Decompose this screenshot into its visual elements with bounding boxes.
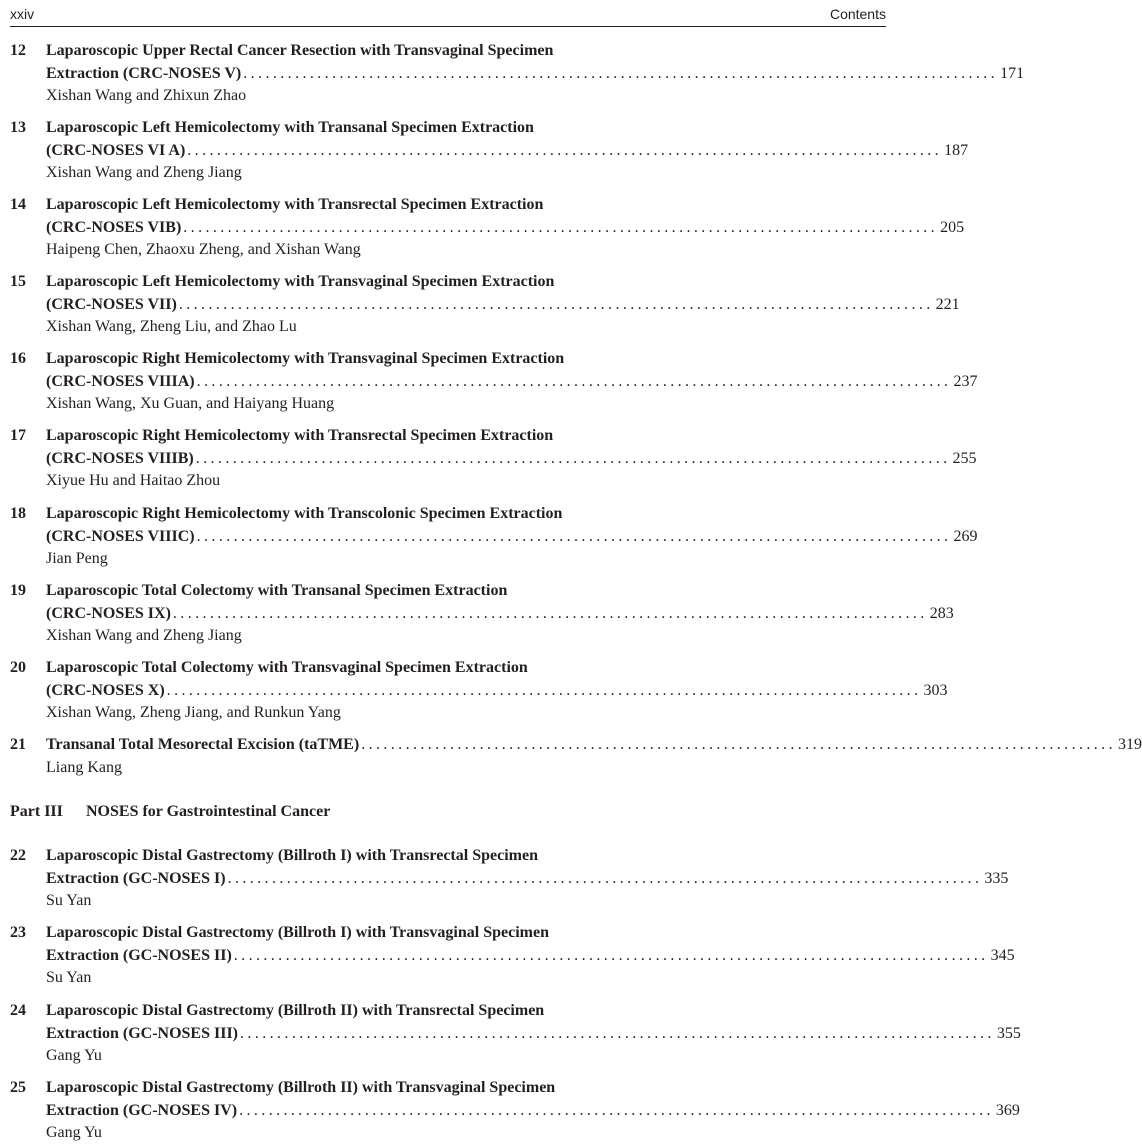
- leader-dots: ......................................................................................................: [183, 218, 939, 236]
- chapter-title: Laparoscopic Upper Rectal Cancer Resection with Transvaginal Specimen: [46, 42, 554, 59]
- page-number: 269: [953, 527, 978, 545]
- chapter-authors: Xishan Wang, Xu Guan, and Haiyang Huang: [46, 395, 335, 412]
- part-heading: [10, 801, 330, 824]
- leader-dots: ......................................................................................................: [195, 449, 951, 467]
- toc-entry-16[interactable]: [10, 348, 978, 416]
- page-number: 237: [953, 372, 978, 390]
- toc-entry-20[interactable]: [10, 657, 948, 725]
- leader-dots: ......................................................................................................: [172, 604, 928, 622]
- page-number: 369: [995, 1101, 1020, 1119]
- chapter-authors: Gang Yu: [46, 1124, 102, 1141]
- chapter-title-cont: (CRC-NOSES X): [46, 681, 165, 699]
- chapter-number: 25: [10, 1079, 26, 1096]
- page-number: 345: [990, 946, 1015, 964]
- chapter-authors: Haipeng Chen, Zhaoxu Zheng, and Xishan Wang: [46, 241, 361, 258]
- page-number: 171: [1000, 64, 1025, 82]
- chapter-number: 16: [10, 350, 26, 367]
- chapter-number: 14: [10, 196, 26, 213]
- chapter-title-cont: (CRC-NOSES VI A): [46, 141, 186, 159]
- chapter-number: 24: [10, 1002, 26, 1019]
- chapter-number: 13: [10, 119, 26, 136]
- chapter-title: Laparoscopic Right Hemicolectomy with Transcolonic Specimen Extraction: [46, 505, 563, 522]
- chapter-title-cont: (CRC-NOSES VIB): [46, 218, 182, 236]
- chapter-title: Laparoscopic Distal Gastrectomy (Billroth I) with Transvaginal Specimen: [46, 924, 549, 941]
- chapter-title: Laparoscopic Right Hemicolectomy with Transvaginal Specimen Extraction: [46, 350, 565, 367]
- leader-dots: ......................................................................................................: [178, 295, 934, 313]
- leader-dots: ......................................................................................................: [233, 946, 989, 964]
- chapter-title: Laparoscopic Left Hemicolectomy with Transvaginal Specimen Extraction: [46, 273, 555, 290]
- toc-entry-18[interactable]: [10, 503, 978, 571]
- toc-entry-17[interactable]: [10, 425, 977, 493]
- chapter-number: 22: [10, 847, 26, 864]
- leader-dots: ......................................................................................................: [187, 141, 943, 159]
- chapter-number: 23: [10, 924, 26, 941]
- toc-entry-21[interactable]: [10, 734, 1142, 779]
- toc-entry-25[interactable]: [10, 1077, 1020, 1145]
- chapter-title-cont: (CRC-NOSES VII): [46, 295, 177, 313]
- chapter-authors: Xishan Wang and Zheng Jiang: [46, 627, 242, 644]
- chapter-title-cont: (CRC-NOSES IX): [46, 604, 171, 622]
- chapter-number: 20: [10, 659, 26, 676]
- chapter-authors: Gang Yu: [46, 1047, 102, 1064]
- chapter-authors: Xishan Wang and Zheng Jiang: [46, 164, 242, 181]
- page-number: 205: [940, 218, 965, 236]
- part-label: Part III: [10, 803, 63, 820]
- leader-dots: ......................................................................................................: [227, 869, 983, 887]
- chapter-title: Transanal Total Mesorectal Excision (taTME): [46, 736, 360, 753]
- toc-entry-15[interactable]: [10, 271, 960, 339]
- page-number: 221: [935, 295, 960, 313]
- leader-dots: ......................................................................................................: [243, 64, 999, 82]
- chapter-title: Laparoscopic Total Colectomy with Transvaginal Specimen Extraction: [46, 659, 528, 676]
- chapter-number: 15: [10, 273, 26, 290]
- toc-entry-14[interactable]: [10, 194, 965, 262]
- chapter-title: Laparoscopic Total Colectomy with Transanal Specimen Extraction: [46, 582, 508, 599]
- toc-entry-13[interactable]: [10, 117, 969, 185]
- chapter-title: Laparoscopic Distal Gastrectomy (Billroth II) with Transvaginal Specimen: [46, 1079, 556, 1096]
- chapter-number: 18: [10, 505, 26, 522]
- page-number: 303: [923, 681, 948, 699]
- page-number-label: xxiv: [10, 6, 35, 22]
- chapter-number: 19: [10, 582, 26, 599]
- chapter-authors: Xishan Wang, Zheng Jiang, and Runkun Yang: [46, 704, 341, 721]
- toc-entry-24[interactable]: [10, 1000, 1021, 1068]
- page-number: 335: [984, 869, 1009, 887]
- chapter-title-cont: Extraction (CRC-NOSES V): [46, 64, 242, 82]
- chapter-authors: Xiyue Hu and Haitao Zhou: [46, 472, 221, 489]
- chapter-authors: Su Yan: [46, 892, 92, 909]
- section-title: Contents: [829, 6, 886, 22]
- page-number: 283: [929, 604, 954, 622]
- part-title: NOSES for Gastrointestinal Cancer: [86, 803, 331, 820]
- toc-entry-23[interactable]: [10, 922, 1015, 990]
- chapter-title-cont: Extraction (GC-NOSES II): [46, 946, 232, 964]
- page-number: 255: [952, 449, 977, 467]
- chapter-title: Laparoscopic Left Hemicolectomy with Transanal Specimen Extraction: [46, 119, 534, 136]
- chapter-title-cont: (CRC-NOSES VIIIB): [46, 449, 194, 467]
- chapter-title-cont: (CRC-NOSES VIIIA): [46, 372, 195, 390]
- chapter-title-cont: Extraction (GC-NOSES IV): [46, 1101, 238, 1119]
- chapter-title-cont: Extraction (GC-NOSES I): [46, 869, 226, 887]
- leader-dots: ......................................................................................................: [196, 372, 952, 390]
- chapter-authors: Xishan Wang and Zhixun Zhao: [46, 87, 247, 104]
- chapter-authors: Su Yan: [46, 969, 92, 986]
- page-number: 319: [1118, 736, 1142, 753]
- running-header: [10, 2, 886, 27]
- leader-dots: ......................................................................................................: [166, 681, 922, 699]
- chapter-title: Laparoscopic Distal Gastrectomy (Billroth I) with Transrectal Specimen: [46, 847, 538, 864]
- chapter-title-cont: Extraction (GC-NOSES III): [46, 1024, 239, 1042]
- toc-entry-19[interactable]: [10, 580, 954, 648]
- toc-entry-22[interactable]: [10, 845, 1009, 913]
- leader-dots: ......................................................................................................: [239, 1101, 994, 1119]
- leader-dots: ......................................................................................................: [240, 1024, 995, 1042]
- chapter-number: 21: [10, 736, 26, 753]
- page-number: 187: [944, 141, 969, 159]
- leader-dots: ......................................................................................................: [361, 736, 1116, 753]
- chapter-title: Laparoscopic Right Hemicolectomy with Transrectal Specimen Extraction: [46, 427, 554, 444]
- page-number: 355: [996, 1024, 1021, 1042]
- leader-dots: ......................................................................................................: [196, 527, 952, 545]
- chapter-authors: Jian Peng: [46, 550, 108, 567]
- chapter-number: 17: [10, 427, 26, 444]
- chapter-number: 12: [10, 42, 26, 59]
- toc-entry-12[interactable]: [10, 40, 1025, 108]
- chapter-authors: Liang Kang: [46, 758, 122, 776]
- chapter-authors: Xishan Wang, Zheng Liu, and Zhao Lu: [46, 318, 297, 335]
- chapter-title-cont: (CRC-NOSES VIIIC): [46, 527, 195, 545]
- chapter-title: Laparoscopic Distal Gastrectomy (Billroth II) with Transrectal Specimen: [46, 1002, 545, 1019]
- chapter-title: Laparoscopic Left Hemicolectomy with Transrectal Specimen Extraction: [46, 196, 544, 213]
